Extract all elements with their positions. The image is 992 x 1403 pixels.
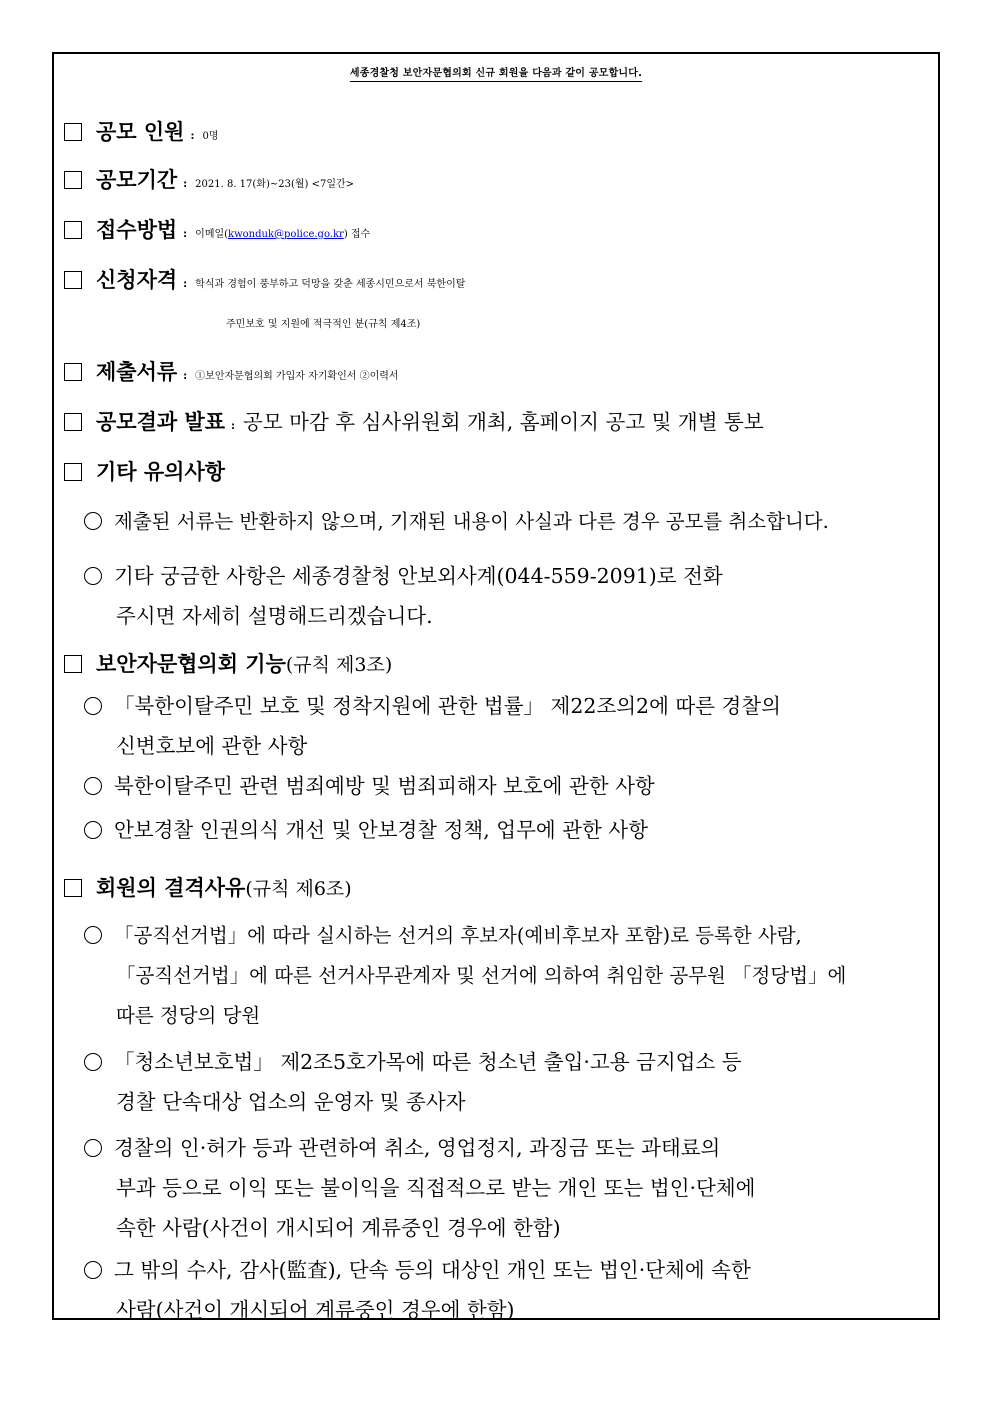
circle-bullet-icon [84,1139,102,1157]
checkbox-square-icon [64,413,82,431]
item-label: 회원의 결격사유 [96,876,246,900]
item-period: 공모기간 : 2021. 8. 17(화)~23(월) <7일간> [64,160,928,205]
circle-bullet-icon [84,567,102,585]
checkbox-square-icon [64,271,82,289]
circle-bullet-icon [84,697,102,715]
page-title: 세종경찰청 보안자문협의회 신규 회원을 다음과 같이 공모합니다. [349,68,643,79]
item-documents: 제출서류 : ①보안자문협의회 가입자 자기확인서 ②이력서 [64,352,928,397]
item-functions: 보안자문협의회 기능(규칙 제3조) [64,644,928,689]
circle-bullet-icon [84,1261,102,1279]
item-disqualify: 회원의 결격사유(규칙 제6조) [64,868,928,913]
list-item: 안보경찰 인권의식 개선 및 안보경찰 정책, 업무에 관한 사항 [84,810,928,850]
notice-frame [52,52,940,1320]
item-value: 공모 마감 후 심사위원회 개최, 홈페이지 공고 및 개별 통보 [243,410,764,434]
list-item: 「청소년보호법」 제2조5호가목에 따른 청소년 출입·고용 금지업소 등 경찰 단속대상 업소의 운영자 및 종사자 [84,1042,928,1122]
checkbox-square-icon [64,463,82,481]
item-value: 2021. 8. 17(화)~23(월) <7일간> [195,179,355,190]
list-item: 경찰의 인·허가 등과 관련하여 취소, 영업정지, 과징금 또는 과태료의 부과 등으로 이익 또는 불이익을 직접적으로 받는 개인 또는 법인·단체에 속한 사람(사건이 개시되어 계류중인 경우에 한함) [84,1128,928,1248]
checkbox-square-icon [64,171,82,189]
circle-bullet-icon [84,512,102,530]
list-item: 그 밖의 수사, 감사(監査), 단속 등의 대상인 개인 또는 법인·단체에 속한 사람(사건이 개시되어 계류중인 경우에 한함) [84,1250,928,1330]
list-item: 북한이탈주민 관련 범죄예방 및 범죄피해자 보호에 관한 사항 [84,766,928,806]
circle-bullet-icon [84,821,102,839]
checkbox-square-icon [64,655,82,673]
list-item: 기타 궁금한 사항은 세종경찰청 안보외사계(044-559-2091)로 전화 주시면 자세히 설명해드리겠습니다. [84,556,928,636]
circle-bullet-icon [84,1053,102,1071]
list-item: 「공직선거법」에 따라 실시하는 선거의 후보자(예비후보자 포함)로 등록한 사람, 「공직선거법」에 따른 선거사무관계자 및 선거에 의하여 취임한 공무원 「정당법」에 따른 정당의 당원 [84,916,928,1036]
item-label: 공모기간 [96,168,178,192]
checkbox-square-icon [64,221,82,239]
checkbox-square-icon [64,363,82,381]
item-label: 신청자격 [96,268,178,292]
item-notes [64,452,928,497]
item-label: 접수방법 [96,218,178,242]
item-recruits: 공모 인원 : 0명 [64,112,928,157]
list-item: 제출된 서류는 반환하지 않으며, 기재된 내용이 사실과 다른 경우 공모를 취소합니다. [84,502,928,542]
item-method: 접수방법 : 이메일(kwonduk@police.go.kr) 접수 [64,210,928,255]
item-label: 보안자문협의회 기능 [96,652,286,676]
list-item: 「북한이탈주민 보호 및 정착지원에 관한 법률」 제22조의2에 따른 경찰의 신변호보에 관한 사항 [84,686,928,766]
item-value: 0명 [202,131,219,142]
item-label: 제출서류 [96,360,178,384]
circle-bullet-icon [84,926,102,944]
checkbox-square-icon [64,123,82,141]
item-label: 기타 유의사항 [96,460,226,484]
item-results: 공모결과 발표 : 공모 마감 후 심사위원회 개최, 홈페이지 공고 및 개별 통보 [64,402,928,447]
circle-bullet-icon [84,777,102,795]
item-label: 공모 인원 [96,120,185,144]
item-label: 공모결과 발표 [96,410,226,434]
item-qualification: 신청자격 : 학식과 경험이 풍부하고 덕망을 갖춘 세종시민으로서 북한이탈 주민보호 및 지원에 적극적인 분(규칙 제4조) [64,260,928,345]
checkbox-square-icon [64,879,82,897]
email-link[interactable]: kwonduk@police.go.kr [228,229,344,240]
item-value: ①보안자문협의회 가입자 자기확인서 ②이력서 [195,371,399,382]
